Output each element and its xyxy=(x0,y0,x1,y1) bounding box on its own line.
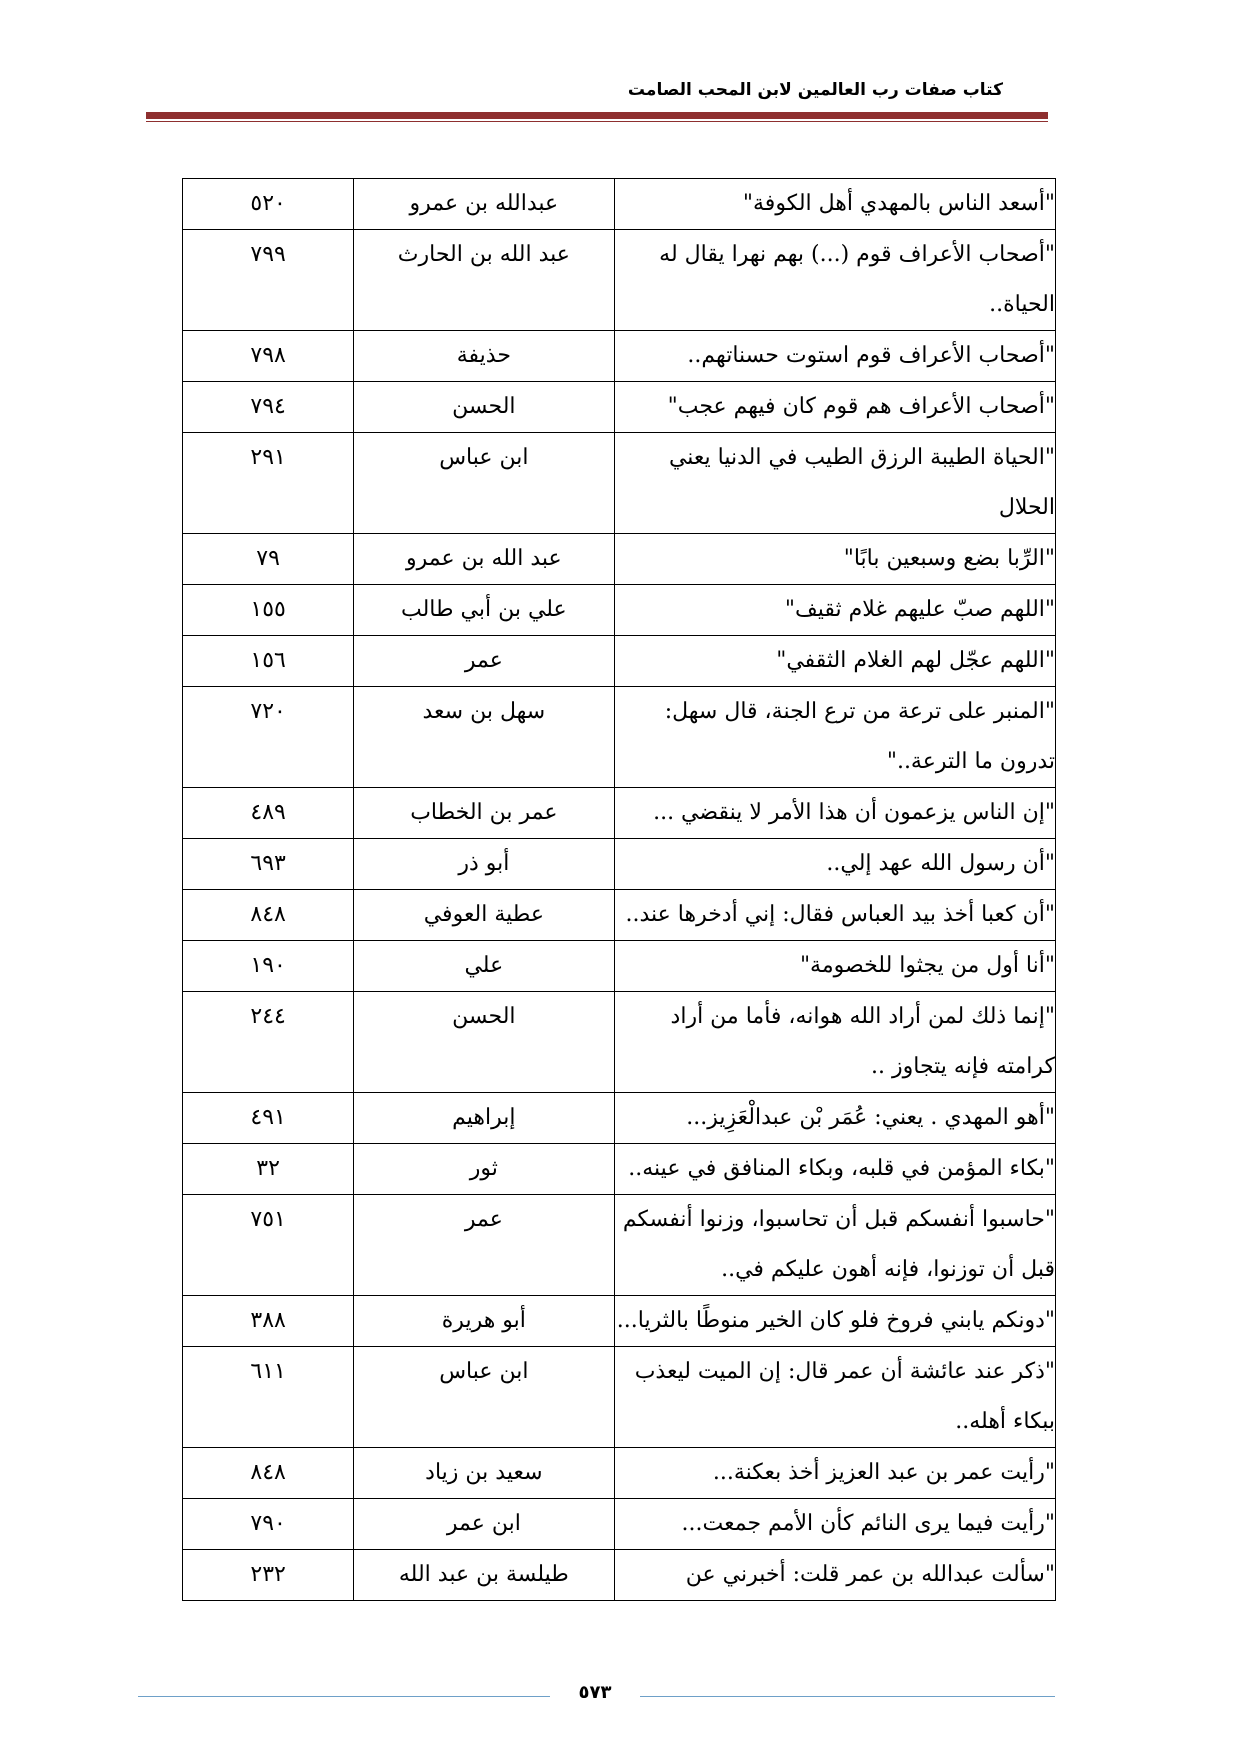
narrator-cell: طيلسة بن عبد الله xyxy=(354,1550,614,1601)
page-number-cell: ٧٢٠ xyxy=(183,687,354,788)
page-number-cell: ٨٤٨ xyxy=(183,1448,354,1499)
narrator-cell: أبو ذر xyxy=(354,839,614,890)
table-row xyxy=(183,179,1056,230)
page-number-cell: ٤٩١ xyxy=(183,1093,354,1144)
table-row xyxy=(183,890,1056,941)
narrator-cell: عمر بن الخطاب xyxy=(354,788,614,839)
page-number-cell: ٦٩٣ xyxy=(183,839,354,890)
header-rule-thin xyxy=(146,121,1048,122)
table-row xyxy=(183,941,1056,992)
narrator-cell: حذيفة xyxy=(354,331,614,382)
page-number-cell: ١٥٦ xyxy=(183,636,354,687)
athar-text-cell: "دونكم يابني فروخ فلو كان الخير منوطًا بالثريا... xyxy=(614,1296,1056,1347)
table-row xyxy=(183,1195,1056,1296)
narrator-cell: عمر xyxy=(354,1195,614,1296)
table-row xyxy=(183,992,1056,1093)
narrator-cell: الحسن xyxy=(354,992,614,1093)
narrator-cell: ابن عباس xyxy=(354,1347,614,1448)
table-row xyxy=(183,585,1056,636)
narrator-cell: عطية العوفي xyxy=(354,890,614,941)
page-number-cell: ٧٩٠ xyxy=(183,1499,354,1550)
table-row xyxy=(183,1550,1056,1601)
athar-text-cell: "المنبر على ترعة من ترع الجنة، قال سهل: تدرون ما الترعة.." xyxy=(614,687,1056,788)
table-row xyxy=(183,433,1056,534)
athar-text-cell: "أصحاب الأعراف قوم (...) بهم نهرا يقال له الحياة.. xyxy=(614,230,1056,331)
athar-text-cell: "اللهم صبّ عليهم غلام ثقيف" xyxy=(614,585,1056,636)
table-row xyxy=(183,687,1056,788)
athar-text-cell: "إن الناس يزعمون أن هذا الأمر لا ينقضي ... xyxy=(614,788,1056,839)
table-row xyxy=(183,382,1056,433)
page-number-cell: ٧٩٩ xyxy=(183,230,354,331)
page-number-cell: ٣٨٨ xyxy=(183,1296,354,1347)
narrator-cell: إبراهيم xyxy=(354,1093,614,1144)
page-number-cell: ٣٢ xyxy=(183,1144,354,1195)
narrator-cell: عبد الله بن عمرو xyxy=(354,534,614,585)
athar-text-cell: "أنا أول من يجثوا للخصومة" xyxy=(614,941,1056,992)
narrator-cell: عبد الله بن الحارث xyxy=(354,230,614,331)
table-row xyxy=(183,331,1056,382)
page-number-cell: ٦١١ xyxy=(183,1347,354,1448)
table-row xyxy=(183,788,1056,839)
narrator-cell: ابن عباس xyxy=(354,433,614,534)
table-row xyxy=(183,534,1056,585)
athar-text-cell: "الرِّبا بضع وسبعين بابًا" xyxy=(614,534,1056,585)
athar-text-cell: "بكاء المؤمن في قلبه، وبكاء المنافق في عينه.. xyxy=(614,1144,1056,1195)
athar-text-cell: "اللهم عجّل لهم الغلام الثقفي" xyxy=(614,636,1056,687)
page-number-cell: ٧٥١ xyxy=(183,1195,354,1296)
page-number-cell: ٧٩٤ xyxy=(183,382,354,433)
table-row xyxy=(183,1093,1056,1144)
narrator-cell: ثور xyxy=(354,1144,614,1195)
table-row xyxy=(183,1347,1056,1448)
athar-text-cell: "أصحاب الأعراف قوم استوت حسناتهم.. xyxy=(614,331,1056,382)
page-number-cell: ٨٤٨ xyxy=(183,890,354,941)
table-row xyxy=(183,636,1056,687)
athar-text-cell: "حاسبوا أنفسكم قبل أن تحاسبوا، وزنوا أنفسكم قبل أن توزنوا، فإنه أهون عليكم في.. xyxy=(614,1195,1056,1296)
narrator-cell: علي بن أبي طالب xyxy=(354,585,614,636)
athar-text-cell: "رأيت فيما يرى النائم كأن الأمم جمعت... xyxy=(614,1499,1056,1550)
page-number-cell: ٤٨٩ xyxy=(183,788,354,839)
table-row xyxy=(183,1448,1056,1499)
athar-text-cell: "أسعد الناس بالمهدي أهل الكوفة" xyxy=(614,179,1056,230)
narrator-cell: سهل بن سعد xyxy=(354,687,614,788)
athar-index-table xyxy=(182,178,1056,1601)
narrator-cell: عمر xyxy=(354,636,614,687)
narrator-cell: عبدالله بن عمرو xyxy=(354,179,614,230)
page-number-cell: ٢٩١ xyxy=(183,433,354,534)
footer-rule-right xyxy=(640,1696,1055,1697)
table-row xyxy=(183,230,1056,331)
athar-text-cell: "إنما ذلك لمن أراد الله هوانه، فأما من أراد كرامته فإنه يتجاوز .. xyxy=(614,992,1056,1093)
page-number: ٥٧٣ xyxy=(578,1682,612,1703)
running-header-title: كتاب صفات رب العالمين لابن المحب الصامت xyxy=(627,80,1003,100)
page-number-cell: ١٩٠ xyxy=(183,941,354,992)
page-number-cell: ٢٤٤ xyxy=(183,992,354,1093)
footer-rule-left xyxy=(138,1696,550,1697)
page-number-cell: ٧٩٨ xyxy=(183,331,354,382)
page-number-cell: ٧٩ xyxy=(183,534,354,585)
page-number-cell: ١٥٥ xyxy=(183,585,354,636)
athar-text-cell: "سألت عبدالله بن عمر قلت: أخبرني عن xyxy=(614,1550,1056,1601)
athar-text-cell: "أصحاب الأعراف هم قوم كان فيهم عجب" xyxy=(614,382,1056,433)
narrator-cell: أبو هريرة xyxy=(354,1296,614,1347)
athar-text-cell: "رأيت عمر بن عبد العزيز أخذ بعكنة... xyxy=(614,1448,1056,1499)
athar-text-cell: "أهو المهدي . يعني: عُمَر بْن عبدالْعَزِيز... xyxy=(614,1093,1056,1144)
header-rule-thick xyxy=(146,112,1048,119)
table-row xyxy=(183,839,1056,890)
athar-text-cell: "الحياة الطيبة الرزق الطيب في الدنيا يعني الحلال xyxy=(614,433,1056,534)
narrator-cell: الحسن xyxy=(354,382,614,433)
narrator-cell: سعيد بن زياد xyxy=(354,1448,614,1499)
page-number-cell: ٥٢٠ xyxy=(183,179,354,230)
athar-text-cell: "ذكر عند عائشة أن عمر قال: إن الميت ليعذب ببكاء أهله.. xyxy=(614,1347,1056,1448)
table-row xyxy=(183,1144,1056,1195)
page-number-cell: ٢٣٢ xyxy=(183,1550,354,1601)
athar-text-cell: "أن كعبا أخذ بيد العباس فقال: إني أدخرها عند.. xyxy=(614,890,1056,941)
narrator-cell: علي xyxy=(354,941,614,992)
table-row xyxy=(183,1499,1056,1550)
narrator-cell: ابن عمر xyxy=(354,1499,614,1550)
table-row xyxy=(183,1296,1056,1347)
athar-text-cell: "أن رسول الله عهد إلي.. xyxy=(614,839,1056,890)
